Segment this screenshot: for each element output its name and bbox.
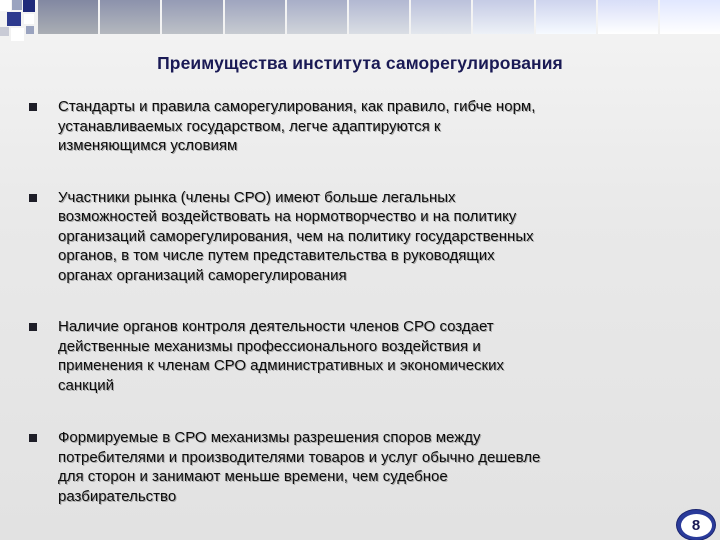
bullet-item	[26, 97, 666, 156]
item-line: Формируемые в СРО механизмы разрешения споров между	[58, 429, 481, 446]
decor-square	[12, 0, 22, 10]
item-line: органов, в том числе путем представительства в руководящих	[58, 247, 495, 264]
square-bullet-icon	[29, 323, 37, 331]
decor-square	[26, 26, 34, 34]
decor-square	[23, 0, 35, 12]
decor-square	[7, 12, 21, 26]
item-line: разбирательство	[58, 487, 177, 505]
item-line: для сторон и занимают меньше времени, чем судебное	[58, 468, 448, 485]
bullet-item	[26, 317, 666, 395]
decor-square	[24, 14, 34, 24]
band-tile	[473, 0, 533, 34]
item-line: органах организаций саморегулирования	[58, 266, 347, 284]
square-bullet-icon	[29, 194, 37, 202]
band-tile	[411, 0, 471, 34]
decor-square	[0, 0, 11, 11]
bullet-item	[26, 188, 666, 286]
band-tile	[660, 0, 720, 34]
bullet-list	[26, 97, 666, 506]
item-line: организаций саморегулирования, чем на политику государственных	[58, 227, 534, 245]
page-number-badge	[676, 509, 716, 540]
band-tile	[349, 0, 409, 34]
page-number: 8	[681, 514, 712, 537]
item-line: возможностей воздействовать на нормотворчество и на политику	[58, 208, 517, 225]
band-tile	[287, 0, 347, 34]
item-line: применения к членам СРО административных и экономических	[58, 357, 504, 374]
square-bullet-icon	[29, 103, 37, 111]
item-line: Наличие органов контроля деятельности членов СРО создает	[58, 318, 494, 335]
item-line: действенные механизмы профессионального воздействия и	[58, 337, 481, 355]
band-tile	[225, 0, 285, 34]
item-line: Стандарты и правила саморегулирования, как правило, гибче норм,	[58, 98, 536, 115]
band-tile	[100, 0, 160, 34]
item-line: изменяющимся условиям	[58, 137, 238, 154]
band-tile	[536, 0, 596, 34]
item-line: Участники рынка (члены СРО) имеют больше легальных	[58, 188, 456, 206]
band-tile	[38, 0, 98, 34]
decor-square	[0, 27, 9, 36]
slide-title: Преимущества института саморегулирования	[157, 53, 563, 73]
decor-square	[11, 28, 24, 41]
item-line: потребителями и производителями товаров и услуг обычно дешевле	[58, 448, 541, 466]
band-tile	[598, 0, 658, 34]
top-decor-band	[38, 0, 720, 34]
item-line: санкций	[58, 376, 115, 394]
band-tile	[162, 0, 222, 34]
square-bullet-icon	[29, 434, 37, 442]
item-line: устанавливаемых государством, легче адаптируются к	[58, 117, 441, 135]
bullet-item	[26, 428, 666, 506]
